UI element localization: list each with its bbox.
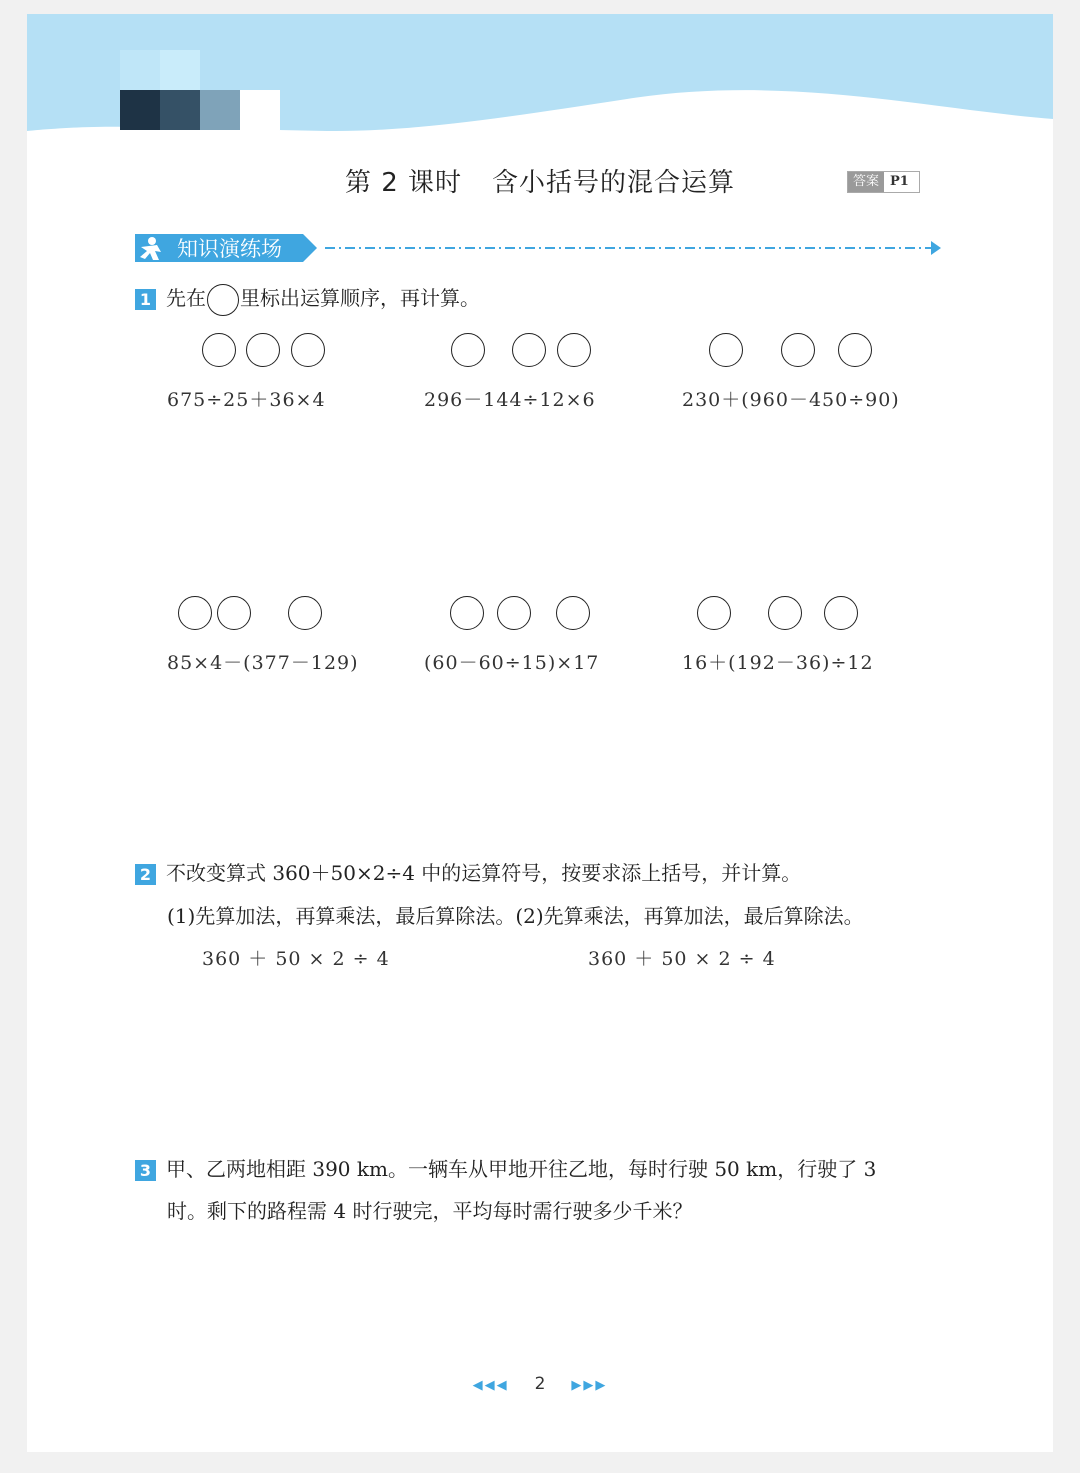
q2-sub-1: (1)先算加法，再算乘法，最后算除法。 (167, 904, 516, 928)
worksheet-page (27, 14, 1053, 1452)
order-circle[interactable] (202, 333, 236, 367)
answer-page: P1 (884, 172, 919, 192)
section-banner (133, 232, 943, 268)
q1-expression-6: 16＋(192－36)÷12 (682, 652, 874, 674)
right-arrows-icon: ▶▶▶ (571, 1378, 608, 1393)
order-circle[interactable] (824, 596, 858, 630)
order-circle[interactable] (450, 596, 484, 630)
order-circle[interactable] (291, 333, 325, 367)
order-circle[interactable] (217, 596, 251, 630)
lesson-topic: 含小括号的混合运算 (492, 168, 736, 198)
order-circle[interactable] (557, 333, 591, 367)
q1-expression-3: 230＋(960－450÷90) (682, 389, 900, 411)
question-2-number: 2 (135, 864, 156, 885)
q2-expression-1: 360 ＋ 50 × 2 ÷ 4 (202, 948, 390, 970)
q2-sub-questions (167, 900, 864, 929)
q2-prompt-text: 不改变算式 360＋50×2÷4 中的运算符号，按要求添上括号，并计算。 (166, 861, 802, 885)
q2-sub-2: (2)先算乘法，再算加法，最后算除法。 (515, 904, 864, 928)
q3-line-1: 甲、乙两地相距 390 km。一辆车从甲地开往乙地，每时行驶 50 km，行驶了 3 (166, 1157, 877, 1181)
order-circle[interactable] (512, 333, 546, 367)
q2-expression-2: 360 ＋ 50 × 2 ÷ 4 (588, 948, 776, 970)
q3-line-2: 时。剩下的路程需 4 时行驶完，平均每时需行驶多少千米？ (167, 1199, 693, 1223)
order-circle[interactable] (451, 333, 485, 367)
blurred-logo (120, 90, 160, 130)
q1-expression-5: (60－60÷15)×17 (424, 652, 600, 674)
answer-reference (847, 171, 920, 193)
order-circle[interactable] (556, 596, 590, 630)
blurred-logo-part (160, 50, 200, 90)
order-circle[interactable] (178, 596, 212, 630)
question-2-prompt (135, 857, 801, 886)
order-circle[interactable] (697, 596, 731, 630)
q1-expression-1: 675÷25＋36×4 (167, 389, 326, 411)
left-arrows-icon: ◀◀◀ (472, 1378, 509, 1393)
question-1-number: 1 (135, 289, 156, 310)
q1-expression-2: 296－144÷12×6 (424, 389, 596, 411)
q1-prompt-before: 先在 (166, 286, 206, 310)
blurred-logo-part (120, 50, 160, 90)
question-1-prompt (135, 282, 480, 316)
order-circle[interactable] (781, 333, 815, 367)
order-circle[interactable] (288, 596, 322, 630)
answer-label: 答案 (848, 172, 884, 192)
blurred-logo-part (200, 90, 240, 130)
sample-circle (207, 284, 239, 316)
order-circle[interactable] (497, 596, 531, 630)
q1-expression-4: 85×4－(377－129) (167, 652, 359, 674)
order-circle[interactable] (709, 333, 743, 367)
q1-prompt-after: 里标出运算顺序，再计算。 (240, 286, 480, 310)
blurred-logo-part (240, 90, 280, 130)
question-3-prompt (135, 1153, 876, 1182)
order-circle[interactable] (768, 596, 802, 630)
section-title: 知识演练场 (177, 237, 282, 261)
page-number: 2 (534, 1374, 546, 1394)
lesson-number: 第 2 课时 (344, 168, 463, 198)
order-circle[interactable] (838, 333, 872, 367)
blurred-logo-part (160, 90, 200, 130)
order-circle[interactable] (246, 333, 280, 367)
q3-line-2-wrap (167, 1195, 692, 1224)
page-footer (27, 1374, 1053, 1394)
question-3-number: 3 (135, 1160, 156, 1181)
